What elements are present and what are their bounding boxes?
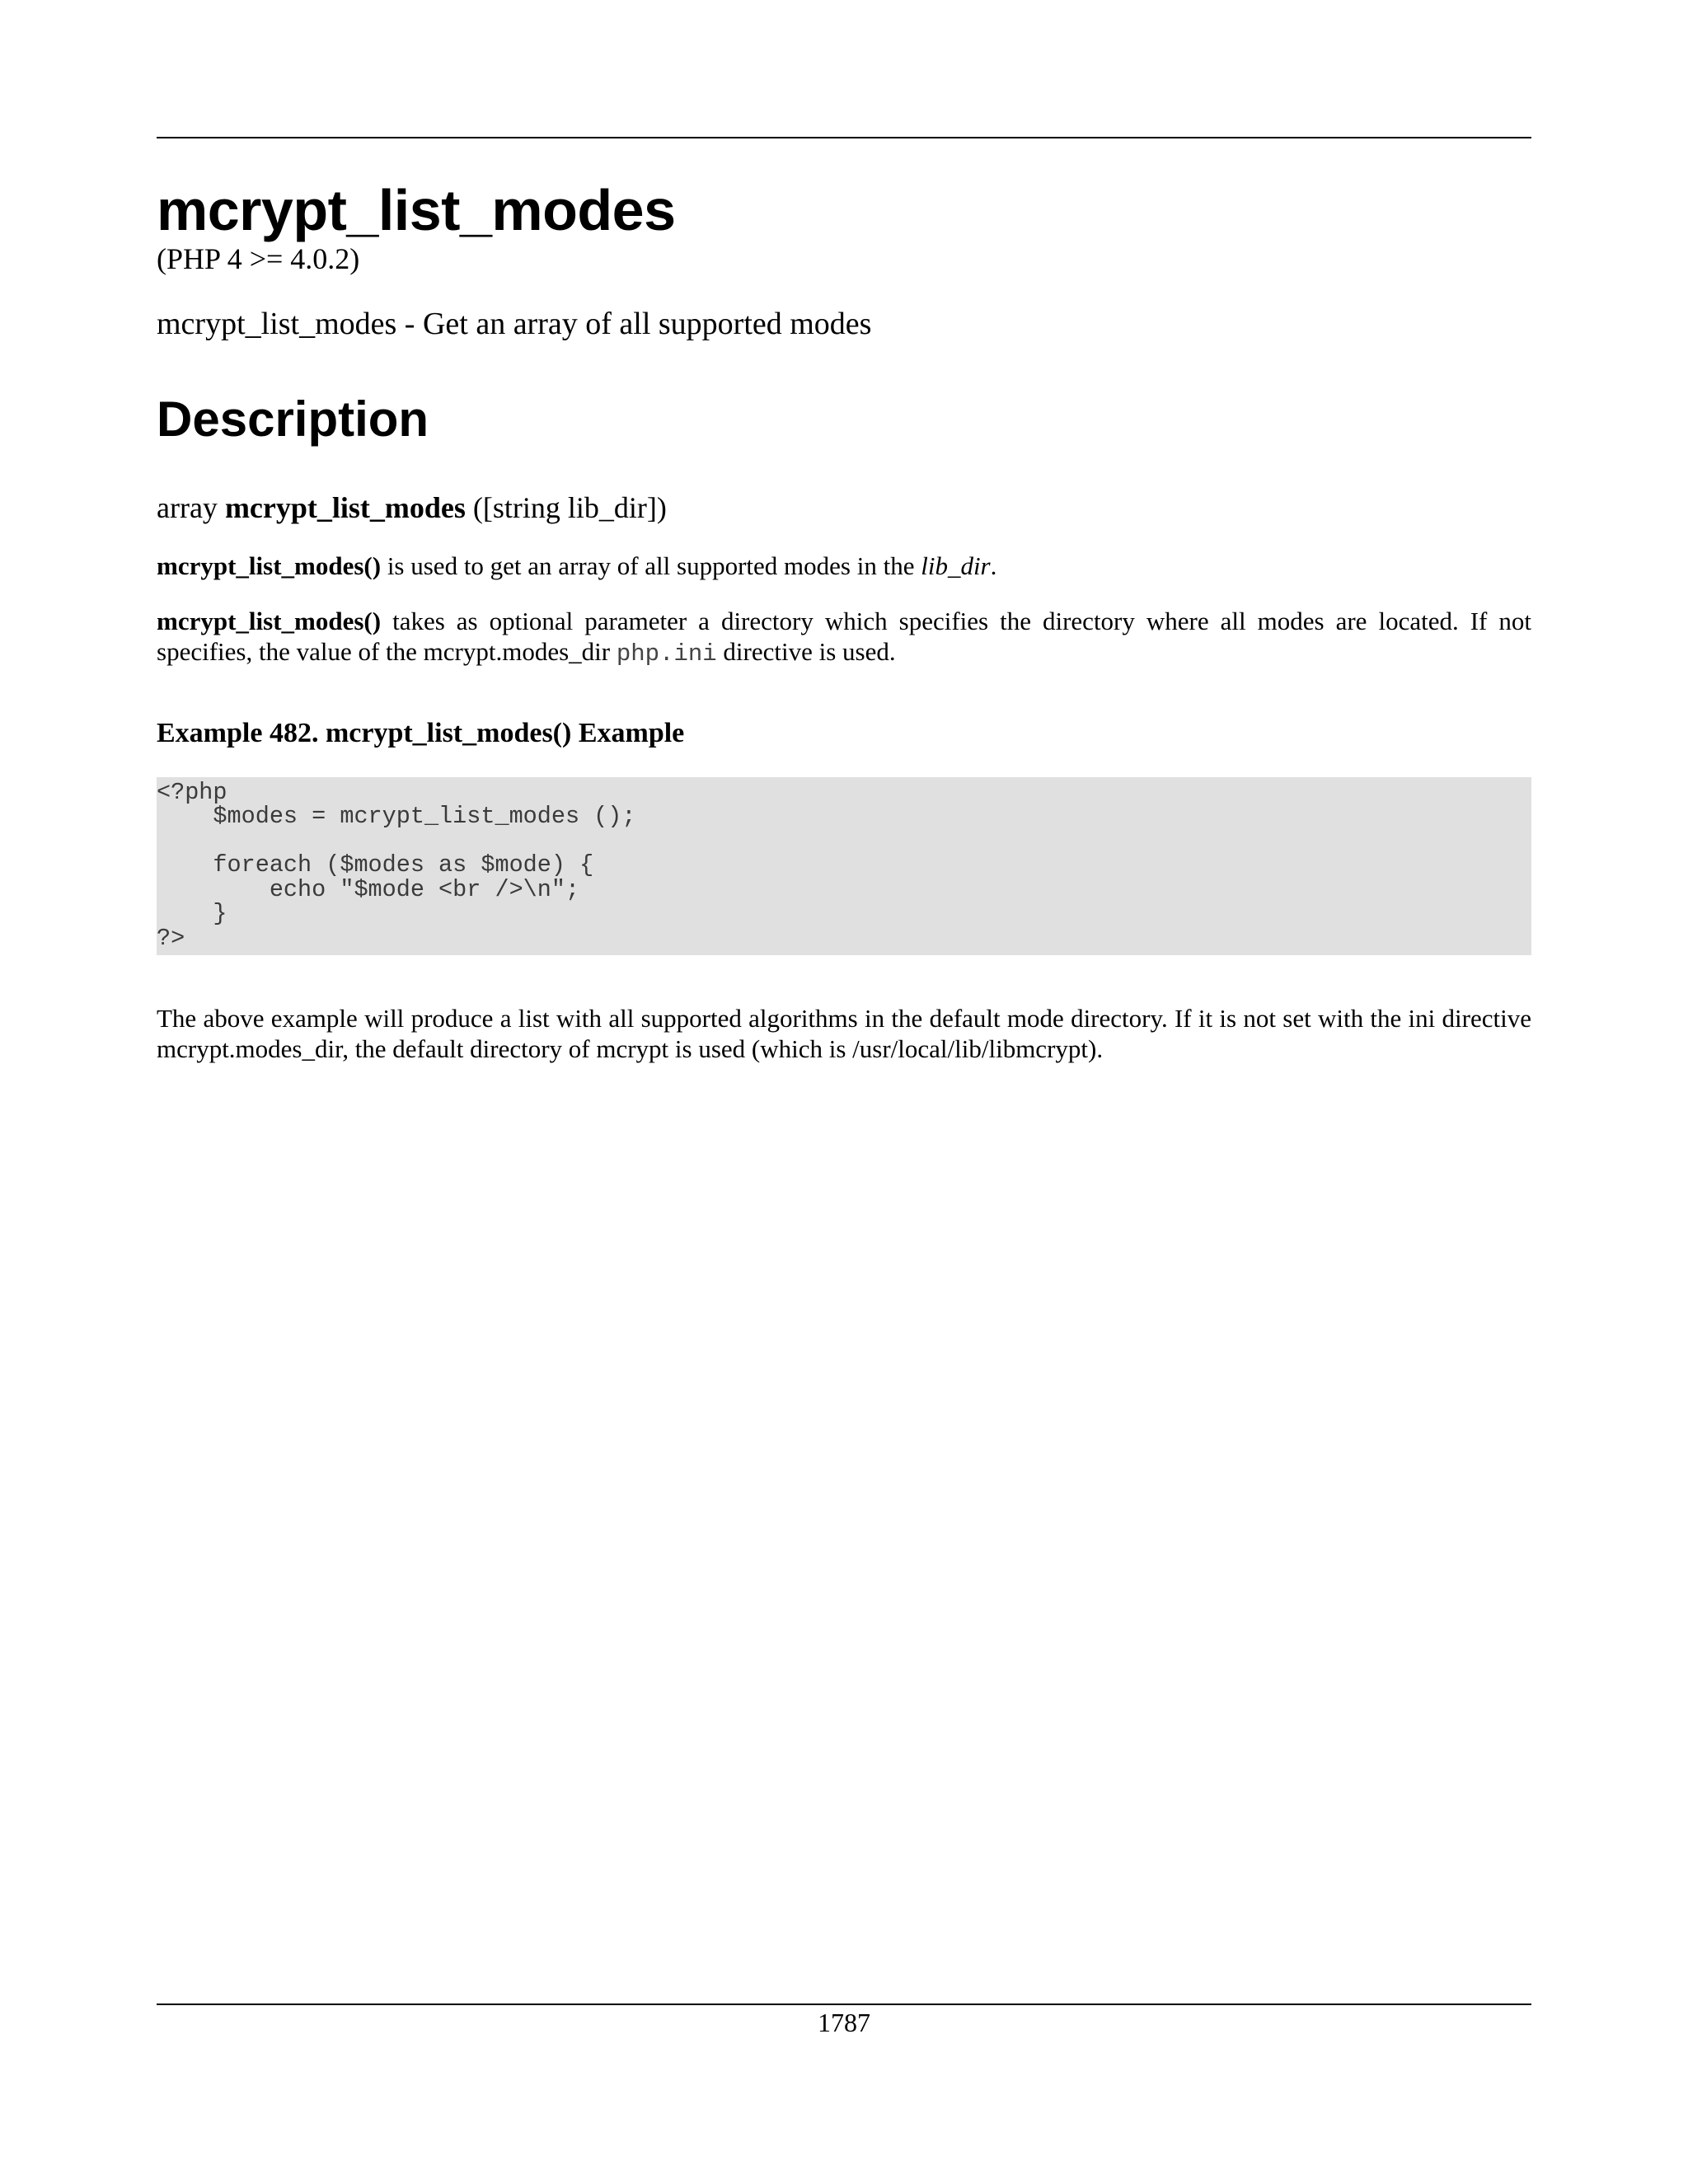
para2-text-before: takes as optional parameter a directory which specifies the directory where all modes are located. If not specifies, the value of the mcrypt.modes_dir [157,607,1531,667]
para1-param: lib_dir [921,551,991,581]
example-code-block [157,777,1531,956]
code-line: foreach ($modes as $mode) { [157,851,594,879]
para2-text-after: directive is used. [716,637,896,667]
synopsis-return-type: array [157,490,218,524]
synopsis-function-name: mcrypt_list_modes [224,490,466,524]
function-synopsis [157,490,1531,526]
synopsis-params: ([string lib_dir]) [472,490,667,524]
code-line: <?php [157,778,227,806]
description-paragraph-1 [157,551,1531,581]
code-line: } [157,900,227,928]
header-rule [157,137,1531,138]
page-number: 1787 [818,2008,870,2037]
example-title: Example 482. mcrypt_list_modes() Example [157,718,685,749]
para1-end: . [990,551,997,581]
example-explanation: The above example will produce a list with all supported algorithms in the default mode directory. If it is not set with the ini directive mcrypt.modes_dir, the default directory of mcrypt is used (which is /usr/local/lib/libmcrypt). [157,1004,1531,1064]
code-line [157,829,1531,854]
code-line: $modes = mcrypt_list_modes (); [157,803,636,831]
page-content [157,178,1531,1064]
para2-filename: php.ini [616,640,717,668]
description-paragraph-2 [157,606,1531,669]
code-line: echo "$mode <br />\n"; [157,875,580,903]
version-info: (PHP 4 >= 4.0.2) [157,242,360,275]
code-line: ?> [157,924,185,952]
function-purpose: mcrypt_list_modes - Get an array of all supported modes [157,307,872,342]
para2-function-name: mcrypt_list_modes() [157,607,382,636]
function-title: mcrypt_list_modes [157,178,676,242]
description-heading: Description [157,391,429,447]
para1-text: is used to get an array of all supported modes in the [381,551,921,581]
para1-function-name: mcrypt_list_modes() [157,551,382,581]
